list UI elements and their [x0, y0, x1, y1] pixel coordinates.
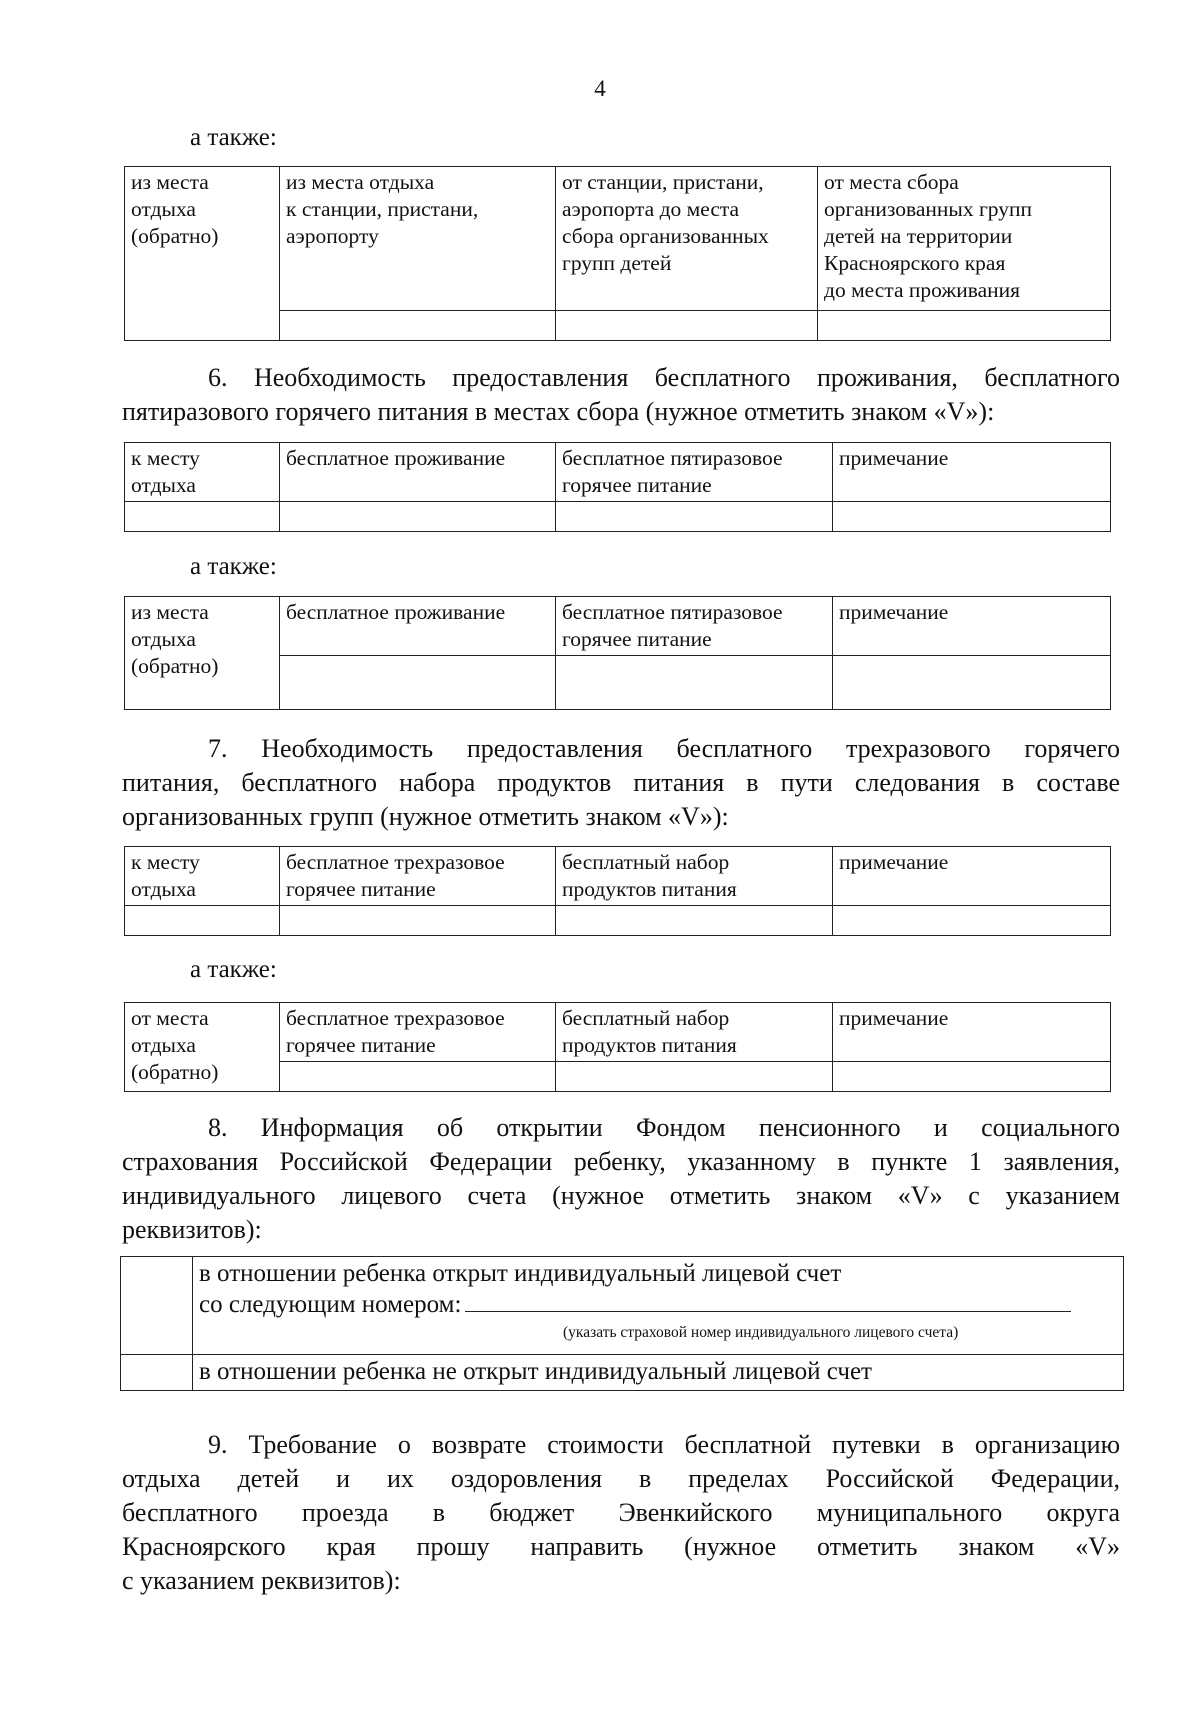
cell-note: примечание	[833, 443, 1111, 502]
cell-note: примечание	[833, 597, 1111, 656]
input-cell[interactable]	[833, 502, 1111, 532]
section-6-table-to	[124, 442, 1111, 532]
section-7-text	[122, 732, 1120, 834]
input-cell[interactable]	[556, 906, 833, 936]
input-cell[interactable]	[280, 502, 556, 532]
input-cell[interactable]	[125, 502, 280, 532]
section-9-line: бесплатного проезда в бюджет Эвенкийского муниципального округа	[122, 1498, 1120, 1527]
account-number-hint: (указать страховой номер индивидуального лицевого счета)	[563, 1324, 959, 1341]
input-cell[interactable]	[833, 656, 1111, 710]
cell-food-set: бесплатный набор продуктов питания	[556, 1003, 833, 1062]
cell-gathering-to-home: от места сбора организованных групп детей на территории Красноярского края до места проживания	[818, 167, 1111, 311]
account-opened-checkbox[interactable]	[121, 1257, 193, 1355]
cell-to-rest: к месту отдыха	[125, 847, 280, 906]
section-9-line: с указанием реквизитов):	[122, 1566, 401, 1595]
also-label: а также:	[190, 553, 277, 580]
cell-free-housing: бесплатное проживание	[280, 597, 556, 656]
input-cell[interactable]	[556, 1062, 833, 1092]
account-opened-text: в отношении ребенка открыт индивидуальный лицевой счет	[199, 1260, 842, 1287]
section-8-line: реквизитов):	[122, 1215, 262, 1244]
input-cell[interactable]	[280, 656, 556, 710]
section-6-line: 6. Необходимость предоставления бесплатного проживания, бесплатного	[208, 363, 1120, 392]
account-opened-cell	[193, 1257, 1124, 1355]
section-8-line: индивидуального лицевого счета (нужное отметить знаком «V» с указанием	[122, 1181, 1120, 1210]
section-7-line: питания, бесплатного набора продуктов питания в пути следования в составе	[122, 768, 1120, 797]
cell-food-set: бесплатный набор продуктов питания	[556, 847, 833, 906]
section-7-line: организованных групп (нужное отметить знаком «V»):	[122, 802, 729, 831]
section-7-table-to	[124, 846, 1111, 936]
cell-five-meals: бесплатное пятиразовое горячее питание	[556, 443, 833, 502]
section-9-line: Красноярского края прошу направить (нужное отметить знаком «V»	[122, 1532, 1120, 1561]
account-not-opened-text: в отношении ребенка не открыт индивидуальный лицевой счет	[193, 1355, 1124, 1391]
cell-three-meals: бесплатное трехразовое горячее питание	[280, 1003, 556, 1062]
section-7-table-back	[124, 1002, 1111, 1092]
personal-account-table	[120, 1256, 1124, 1391]
input-cell[interactable]	[833, 1062, 1111, 1092]
cell-five-meals: бесплатное пятиразовое горячее питание	[556, 597, 833, 656]
input-cell[interactable]	[125, 906, 280, 936]
cell-from-rest-back: от места отдыха (обратно)	[125, 1003, 280, 1092]
also-label: а также:	[190, 124, 277, 151]
cell-rest-to-station: из места отдыха к станции, пристани, аэропорту	[280, 167, 556, 311]
account-not-opened-checkbox[interactable]	[121, 1355, 193, 1391]
cell-from-rest-back: из места отдыха (обратно)	[125, 167, 280, 341]
section-7-line: 7. Необходимость предоставления бесплатного трехразового горячего	[208, 734, 1120, 763]
account-number-field[interactable]	[465, 1289, 1071, 1312]
section-8-line: страхования Российской Федерации ребенку, указанному в пункте 1 заявления,	[122, 1147, 1120, 1176]
page-number: 4	[594, 76, 606, 101]
also-label: а также:	[190, 956, 277, 983]
input-cell[interactable]	[280, 906, 556, 936]
input-cell[interactable]	[556, 656, 833, 710]
cell-note: примечание	[833, 847, 1111, 906]
cell-from-rest-back: из места отдыха (обратно)	[125, 597, 280, 710]
cell-three-meals: бесплатное трехразовое горячее питание	[280, 847, 556, 906]
section-6-table-back	[124, 596, 1111, 710]
cell-to-rest: к месту отдыха	[125, 443, 280, 502]
section-8-line: 8. Информация об открытии Фондом пенсионного и социального	[208, 1113, 1120, 1142]
cell-note: примечание	[833, 1003, 1111, 1062]
input-cell[interactable]	[280, 1062, 556, 1092]
input-cell[interactable]	[833, 906, 1111, 936]
section-9-line: отдыха детей и их оздоровления в пределах Российской Федерации,	[122, 1464, 1120, 1493]
section-9-text	[122, 1428, 1120, 1598]
section-9-line: 9. Требование о возврате стоимости бесплатной путевки в организацию	[208, 1430, 1120, 1459]
input-cell-rest-to-station[interactable]	[280, 311, 556, 341]
return-trip-table	[124, 166, 1111, 341]
section-8-text	[122, 1111, 1120, 1247]
input-cell-gathering-to-home[interactable]	[818, 311, 1111, 341]
input-cell-station-to-gathering[interactable]	[556, 311, 818, 341]
account-number-label: со следующим номером:	[199, 1291, 462, 1318]
section-6-text	[122, 361, 1120, 429]
cell-free-housing: бесплатное проживание	[280, 443, 556, 502]
cell-station-to-gathering: от станции, пристани, аэропорта до места сбора организованных групп детей	[556, 167, 818, 311]
section-6-line: пятиразового горячего питания в местах сбора (нужное отметить знаком «V»):	[122, 397, 995, 426]
input-cell[interactable]	[556, 502, 833, 532]
